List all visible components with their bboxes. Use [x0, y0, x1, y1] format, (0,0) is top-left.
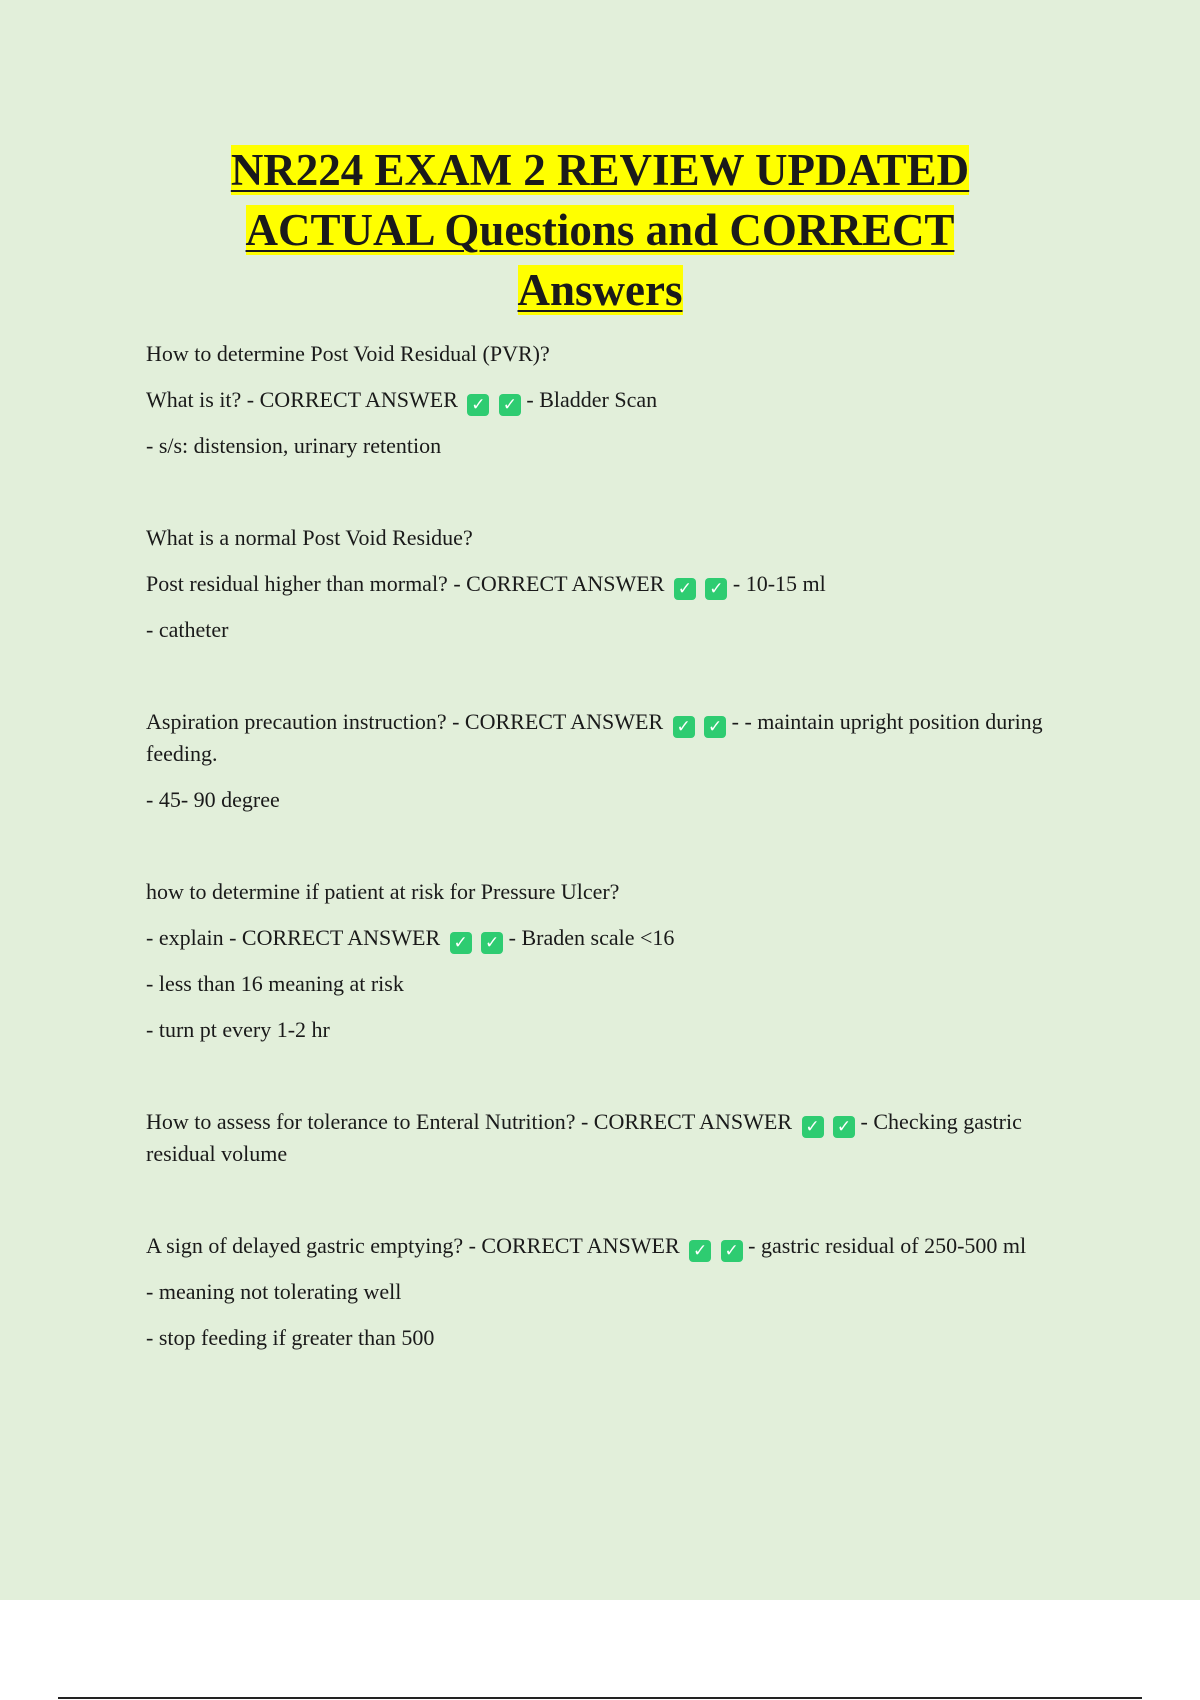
qa-item [146, 706, 1076, 816]
qa-list [146, 338, 1076, 1414]
title-line: ACTUAL Questions and CORRECT [245, 205, 955, 255]
question-answer-line [146, 1230, 1076, 1262]
answer-separator: - [860, 1109, 874, 1134]
check-icon: ✓ [673, 716, 695, 738]
check-icon: ✓ [704, 716, 726, 738]
answer-note: - stop feeding if greater than 500 [146, 1325, 435, 1350]
answer-text: gastric residual of 250-500 ml [760, 1233, 1027, 1258]
question-text: How to determine Post Void Residual (PVR)? [146, 341, 550, 366]
question-answer-line [146, 384, 1076, 416]
answer-separator: - [748, 1233, 761, 1258]
answer-separator: - [526, 387, 540, 412]
check-icon: ✓ [721, 1240, 743, 1262]
question-text: - explain - CORRECT ANSWER [146, 925, 441, 950]
title-line: Answers [517, 265, 683, 315]
qa-item [146, 522, 1076, 646]
check-icon: ✓ [674, 578, 696, 600]
check-icon: ✓ [467, 394, 489, 416]
qa-item [146, 876, 1076, 1046]
answer-note: - s/s: distension, urinary retention [146, 433, 442, 458]
question-text: Post residual higher than mormal? - CORRECT ANSWER [146, 571, 665, 596]
qa-item [146, 1230, 1076, 1354]
question-text: What is it? - CORRECT ANSWER [146, 387, 458, 412]
answer-separator: - [508, 925, 522, 950]
check-icon: ✓ [689, 1240, 711, 1262]
question-answer-line [146, 922, 1076, 954]
title-line: NR224 EXAM 2 REVIEW UPDATED [230, 145, 970, 195]
answer-separator: - [732, 571, 746, 596]
answer-text: Bladder Scan [539, 387, 658, 412]
qa-item [146, 338, 1076, 462]
question-text: What is a normal Post Void Residue? [146, 525, 473, 550]
footer-rule [58, 1697, 1142, 1699]
answer-text: - maintain upright position during feeding. [146, 709, 1043, 766]
check-icon: ✓ [705, 578, 727, 600]
check-icon: ✓ [450, 932, 472, 954]
check-icon: ✓ [833, 1116, 855, 1138]
check-icon: ✓ [499, 394, 521, 416]
answer-note: - catheter [146, 617, 229, 642]
question-text: How to assess for tolerance to Enteral Nutrition? - CORRECT ANSWER [146, 1109, 793, 1134]
document-title [0, 140, 1200, 320]
question-text: Aspiration precaution instruction? - CORRECT ANSWER [146, 709, 664, 734]
question-text: A sign of delayed gastric emptying? - CORRECT ANSWER [146, 1233, 680, 1258]
question-answer-line [146, 1106, 1076, 1170]
answer-text: Checking gastric residual volume [146, 1109, 1022, 1166]
answer-text: 10-15 ml [745, 571, 826, 596]
answer-note: - less than 16 meaning at risk [146, 971, 404, 996]
answer-separator: - [731, 709, 745, 734]
question-answer-line [146, 706, 1076, 770]
question-answer-line [146, 568, 1076, 600]
answer-note: - meaning not tolerating well [146, 1279, 402, 1304]
answer-note: - 45- 90 degree [146, 787, 280, 812]
question-text: how to determine if patient at risk for Pressure Ulcer? [146, 879, 620, 904]
check-icon: ✓ [481, 932, 503, 954]
check-icon: ✓ [802, 1116, 824, 1138]
qa-item [146, 1106, 1076, 1170]
answer-text: Braden scale <16 [521, 925, 675, 950]
answer-note: - turn pt every 1-2 hr [146, 1017, 330, 1042]
